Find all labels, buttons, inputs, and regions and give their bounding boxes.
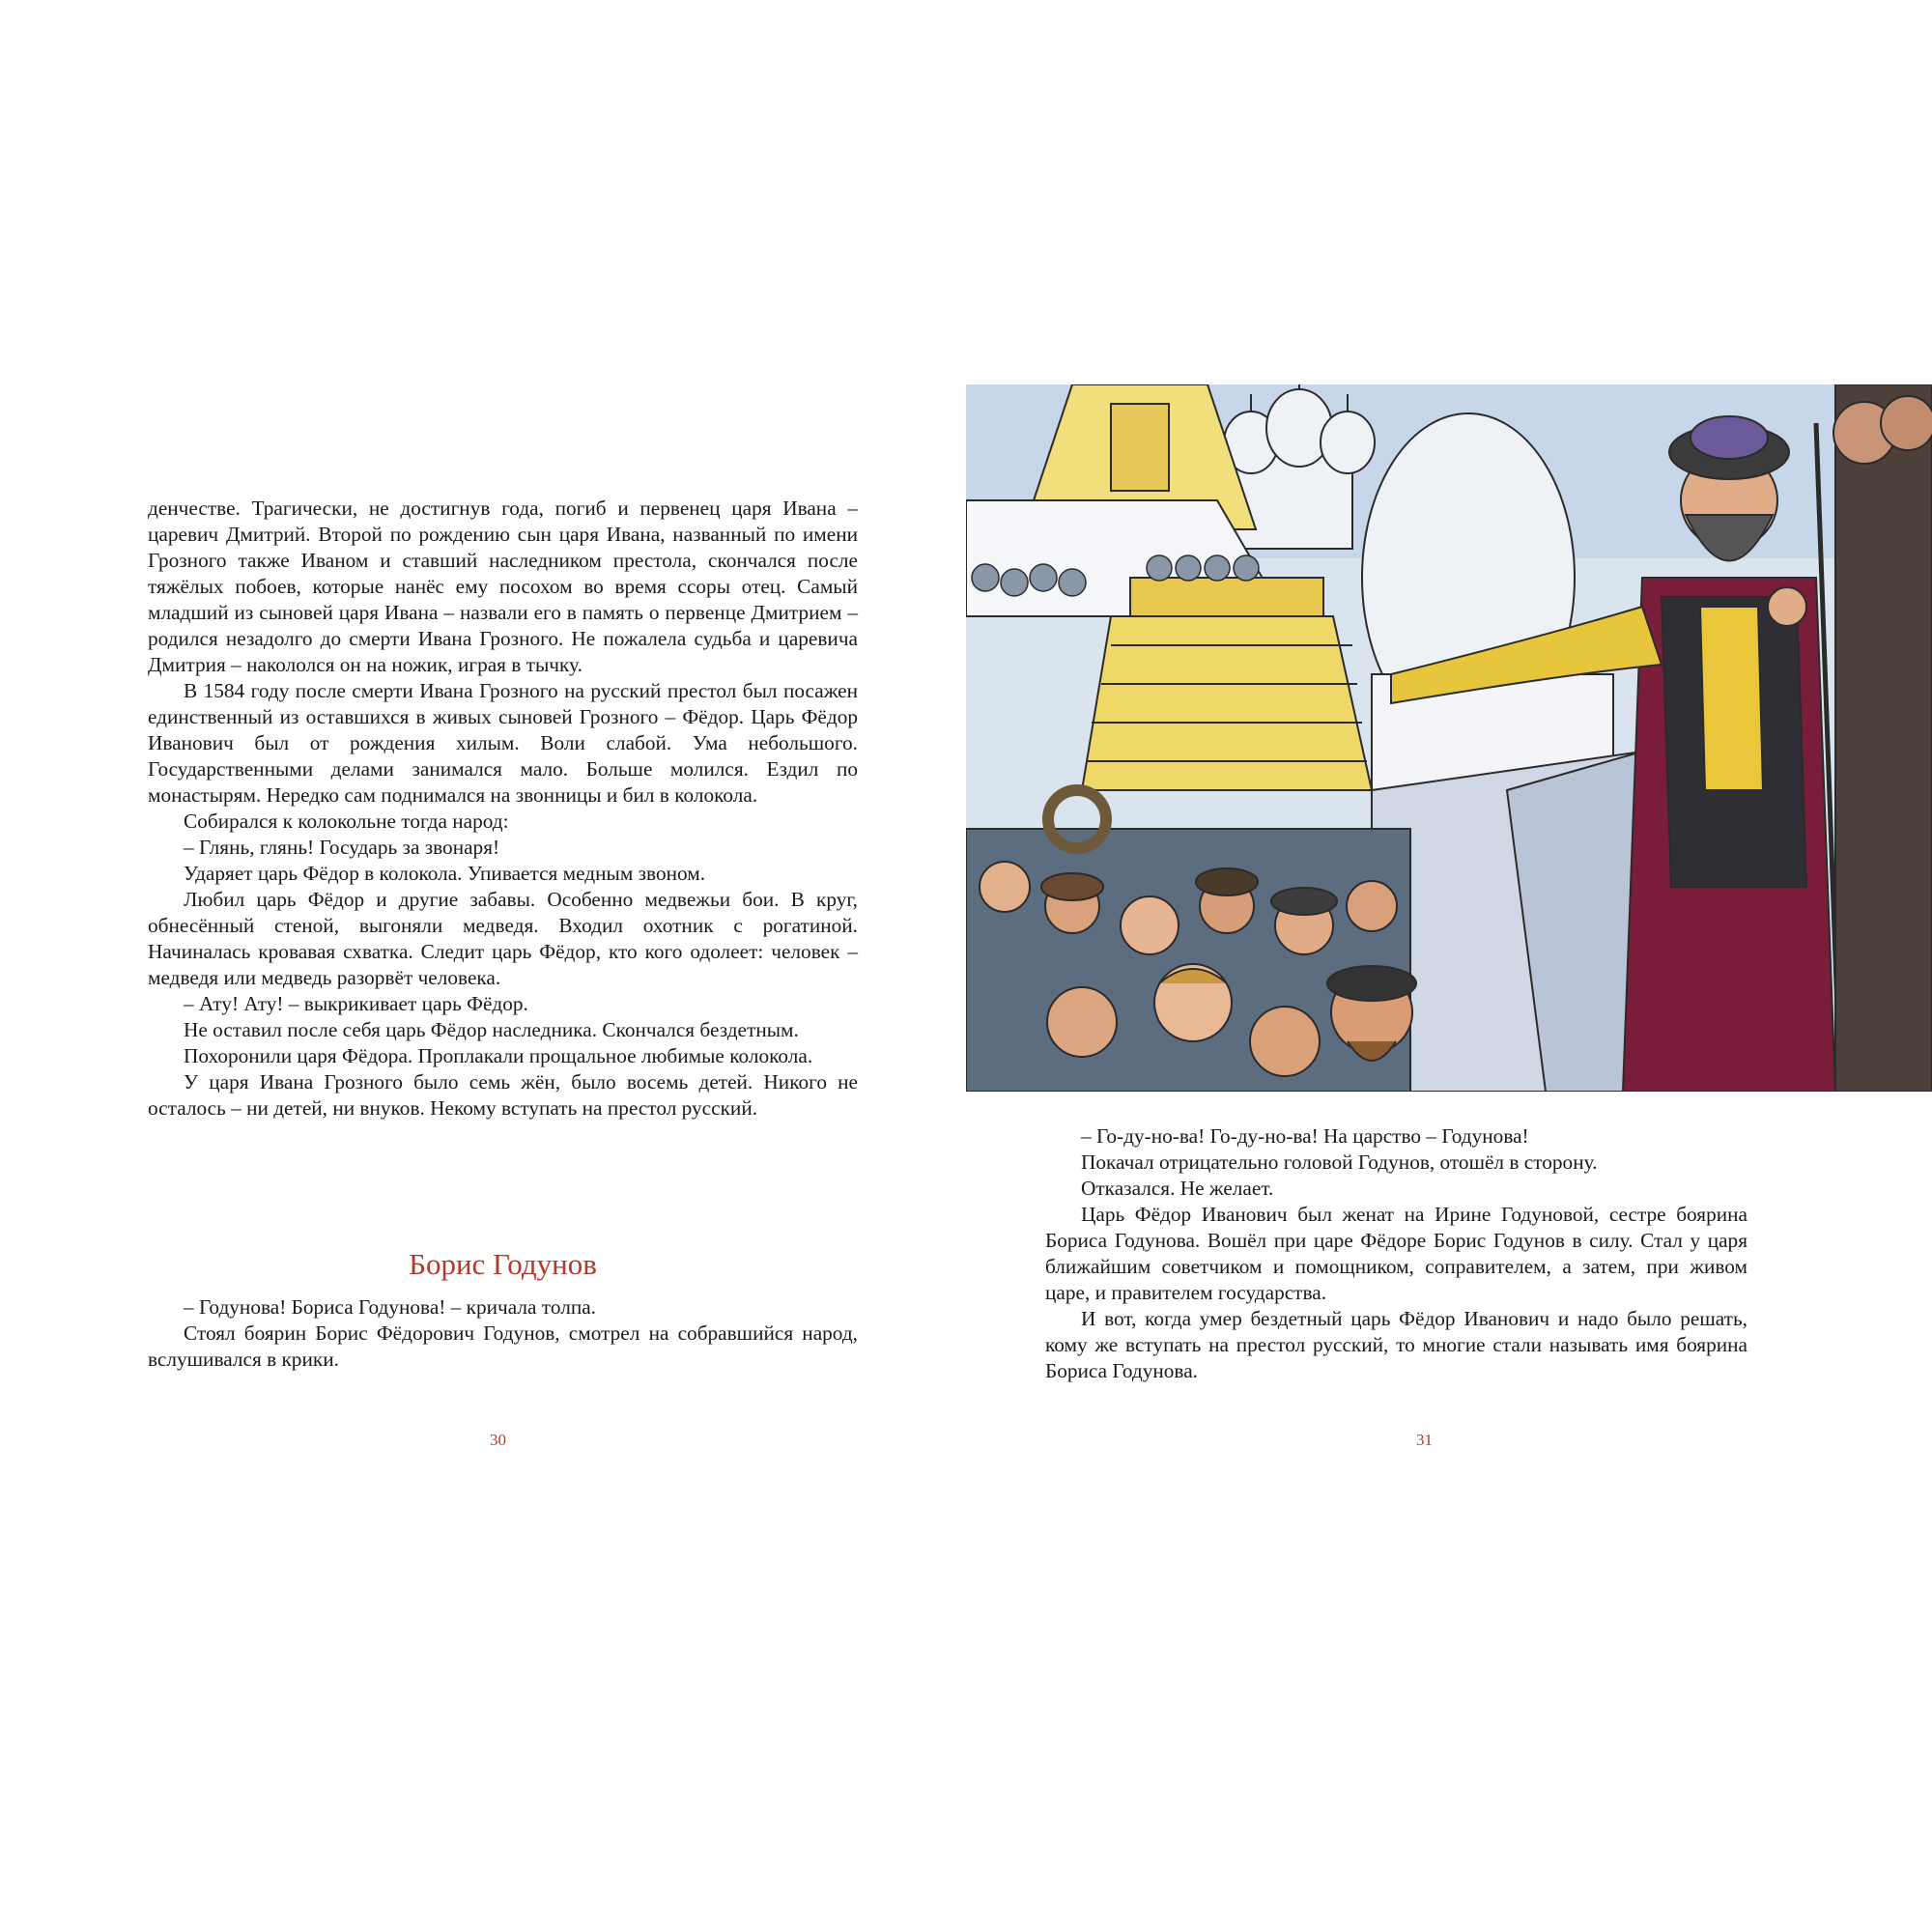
chapter-title: Борис Годунов	[409, 1247, 597, 1281]
paragraph: Покачал отрицательно головой Годунов, отошёл в сторону.	[1081, 1151, 1598, 1174]
left-body-text	[148, 496, 858, 1122]
right-body-text	[1045, 1123, 1747, 1384]
paragraph: Ударяет царь Фёдор в колокола. Упивается медным звоном.	[184, 862, 706, 885]
paragraph: В 1584 году после смерти Ивана Грозного на русский престол был посажен единственный из оставшихся в живых сыновей Грозного – Фёдор. Царь Фёдор Иванович был от рождения хилым. Воли слабой. Ума небольшого. Государственными делами занимался мало. Больше молился. Ездил по монастырям. Нередко сам поднимался на звонницы и бил в колокола.	[148, 679, 858, 807]
paragraph: Любил царь Фёдор и другие забавы. Особенно медвежьи бои. В круг, обнесённый стеной, выгоняли медведя. Входил охотник с рогатиной. Начиналась кровавая схватка. Следит царь Фёдор, кто кого одолеет: человек – медведя или медведь разорвёт человека.	[148, 888, 858, 989]
paragraph: – Годунова! Бориса Годунова! – кричала толпа.	[184, 1295, 596, 1319]
paragraph: У царя Ивана Грозного было семь жён, было восемь детей. Никого не осталось – ни детей, ни внуков. Некому вступать на престол русский.	[148, 1070, 858, 1120]
paragraph: Царь Фёдор Иванович был женат на Ирине Годуновой, сестре боярина Бориса Годунова. Вошёл при царе Фёдоре Борис Годунов в силу. Стал у царя ближайшим советчиком и помощником, соправителем, а затем, при живом царе, и правителем государства.	[1045, 1203, 1747, 1304]
paragraph: Похоронили царя Фёдора. Проплакали прощальное любимые колокола.	[184, 1044, 813, 1067]
paragraph: – Ату! Ату! – выкрикивает царь Фёдор.	[184, 992, 528, 1015]
paragraph: И вот, когда умер бездетный царь Фёдор Иванович и надо было решать, кому же вступать на престол русский, то многие стали называть имя боярина Бориса Годунова.	[1045, 1307, 1747, 1382]
page-number: 31	[1416, 1431, 1433, 1449]
left-body-text-continued	[148, 1294, 858, 1373]
paragraph: Стоял боярин Борис Фёдорович Годунов, смотрел на собравшийся народ, вслушивался в крики.	[148, 1321, 858, 1371]
page-number: 30	[490, 1431, 506, 1449]
paragraph: – Го-ду-но-ва! Го-ду-но-ва! На царство – Годунова!	[1081, 1124, 1529, 1148]
paragraph: денчестве. Трагически, не достигнув года, погиб и первенец царя Ивана – царевич Дмитрий. Второй по рождению сын царя Ивана, названный по имени Грозного также Иваном и ставший наследником престола, скончался после тяжёлых побоев, которые нанёс ему посохом во время ссоры отец. Самый младший из сыновей царя Ивана – назвали его в память о первенце Дмитрием – родился незадолго до смерти Ивана Грозного. Не пожалела судьба и царевича Дмитрия – накололся он на ножик, играя в тычку.	[148, 497, 858, 676]
paragraph: Не оставил после себя царь Фёдор наследника. Скончался бездетным.	[184, 1018, 799, 1041]
paragraph: Отказался. Не желает.	[1081, 1177, 1274, 1200]
paragraph: – Глянь, глянь! Государь за звонаря!	[184, 836, 500, 859]
right-page	[966, 0, 1932, 1932]
paragraph: Собирался к колокольне тогда народ:	[184, 810, 509, 833]
